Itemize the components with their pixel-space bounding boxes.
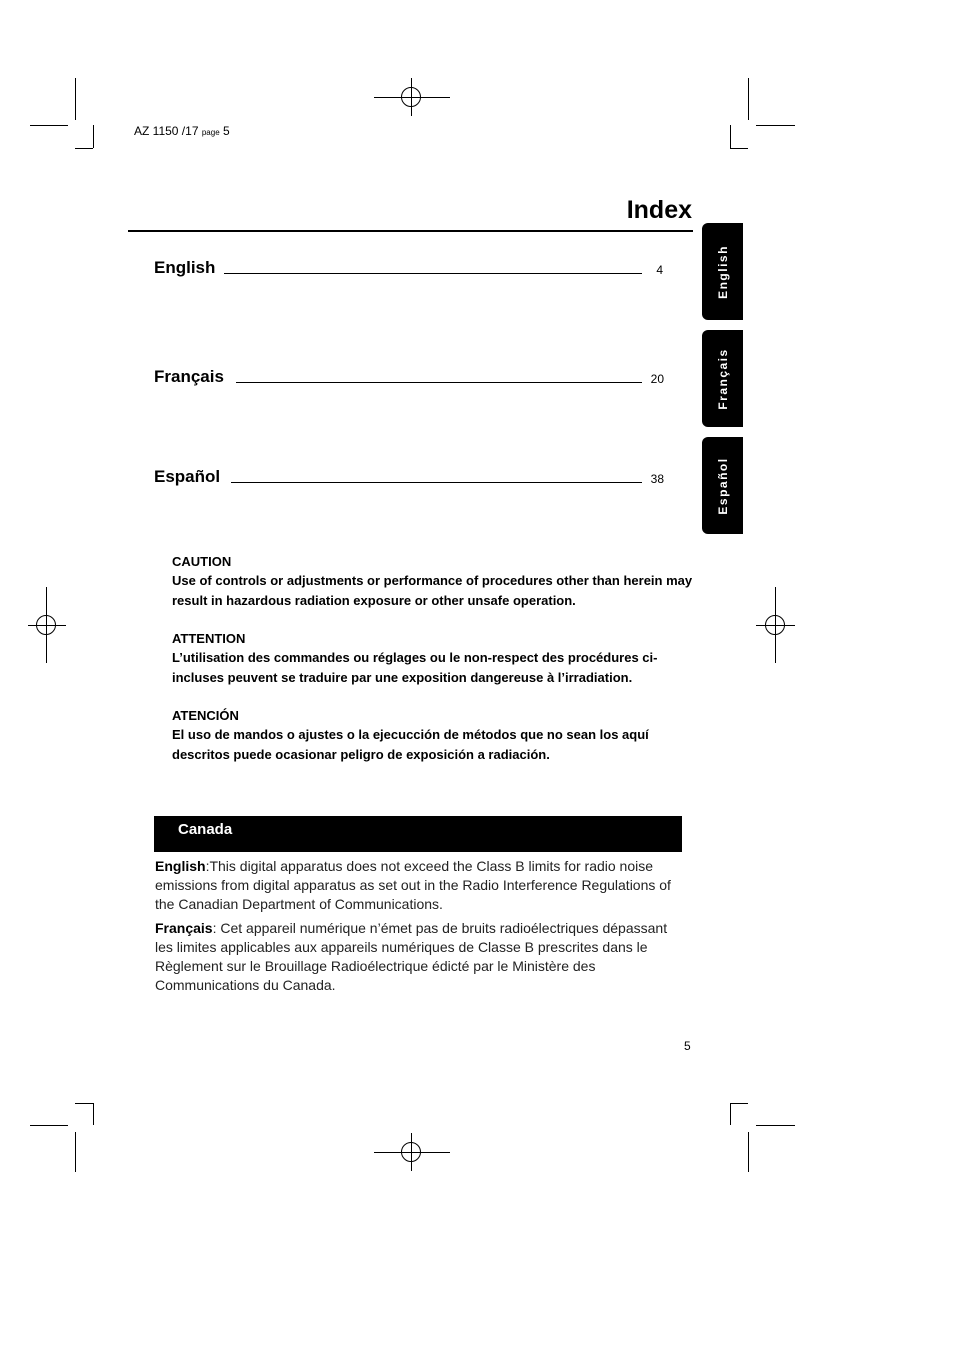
warning-body: El uso de mandos o ajustes o la ejecucción de métodos que no sean los aquí descritos puede ocasionar peligro de exposición a radiación. xyxy=(172,727,649,762)
crop-mark xyxy=(30,1125,68,1126)
canada-section-header xyxy=(154,816,682,852)
toc-page: 38 xyxy=(650,472,664,486)
title-rule xyxy=(128,230,693,232)
crop-mark xyxy=(730,125,731,148)
toc-leader xyxy=(231,482,642,483)
tab-label: Español xyxy=(715,456,730,515)
crop-mark xyxy=(730,148,748,149)
crop-mark xyxy=(730,1103,731,1125)
crop-mark xyxy=(75,1103,93,1104)
warning-body: L’utilisation des commandes ou réglages ou le non-respect des procédures ci-incluses peuvent se traduire par une exposition dangereuse à l’irradiation. xyxy=(172,650,658,685)
paragraph-lead: English xyxy=(155,858,206,874)
crop-mark xyxy=(75,148,93,149)
toc-page: 4 xyxy=(656,263,663,277)
crop-mark xyxy=(756,1125,795,1126)
tab-espanol[interactable] xyxy=(702,437,743,534)
print-header xyxy=(134,124,230,138)
paragraph-text: :This digital apparatus does not exceed the Class B limits for radio noise emissions from digital apparatus as set out in the Radio Interference Regulations of the Canadian Department of Communications. xyxy=(155,858,671,912)
crop-mark xyxy=(75,1132,76,1172)
warning-heading: ATTENTION xyxy=(172,631,246,646)
model-code: AZ 1150 /17 xyxy=(134,124,199,138)
toc-label: English xyxy=(154,258,221,278)
toc-label: Français xyxy=(154,367,230,387)
toc-entry-english[interactable] xyxy=(154,258,664,282)
warning-body: Use of controls or adjustments or performance of procedures other than herein may result in hazardous radiation exposure or other unsafe operation. xyxy=(172,573,693,608)
canada-english-paragraph xyxy=(155,857,675,914)
warning-atencion xyxy=(172,706,702,765)
toc-leader xyxy=(224,273,642,274)
tab-francais[interactable] xyxy=(702,330,743,427)
page-number: 5 xyxy=(684,1039,691,1053)
crop-mark xyxy=(93,1103,94,1125)
toc-label: Español xyxy=(154,467,226,487)
toc-leader xyxy=(236,382,642,383)
warning-heading: ATENCIÓN xyxy=(172,708,239,723)
paragraph-text: : Cet appareil numérique n’émet pas de bruits radioélectriques dépassant les limites applicables aux appareils numériques de Classe B prescrites dans le Règlement sur le Brouillage Radioélectrique édicté par le Ministère des Communications du Canada. xyxy=(155,920,668,993)
canada-french-paragraph xyxy=(155,919,675,995)
tab-label: Français xyxy=(715,347,730,410)
crop-mark xyxy=(748,78,749,120)
crop-mark xyxy=(748,1132,749,1172)
paragraph-lead: Français xyxy=(155,920,213,936)
crop-mark xyxy=(756,125,795,126)
crop-mark xyxy=(730,1103,748,1104)
toc-entry-espanol[interactable] xyxy=(154,467,664,491)
crop-mark xyxy=(75,78,76,120)
warning-caution xyxy=(172,552,702,611)
page-title: Index xyxy=(626,196,692,224)
section-heading: Canada xyxy=(178,821,233,838)
tab-label: English xyxy=(715,244,730,299)
warning-heading: CAUTION xyxy=(172,554,232,569)
tab-english[interactable] xyxy=(702,223,743,320)
page-word: page xyxy=(201,128,220,137)
toc-page: 20 xyxy=(650,372,664,386)
crop-mark xyxy=(93,125,94,148)
warning-attention xyxy=(172,629,702,688)
header-page-number: 5 xyxy=(222,124,230,138)
toc-entry-francais[interactable] xyxy=(154,367,664,391)
crop-mark xyxy=(30,125,68,126)
